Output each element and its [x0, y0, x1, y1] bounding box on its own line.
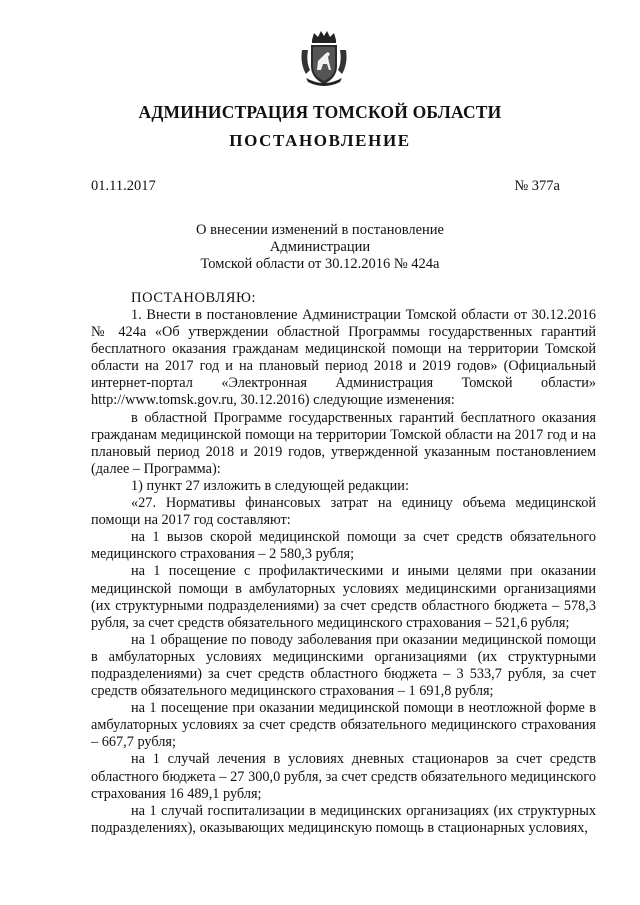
document-date: 01.11.2017 — [91, 178, 156, 194]
body-paragraph: 1) пункт 27 изложить в следующей редакции: — [131, 477, 409, 494]
organization-title: АДМИНИСТРАЦИЯ ТОМСКОЙ ОБЛАСТИ — [138, 102, 502, 122]
body-paragraph: на 1 посещение при оказании медицинской помощи в неотложной форме в амбулаторных условиях за счет средств обязательного медицинского страхования – 667,7 рубля; — [91, 700, 596, 751]
body-paragraph: на 1 вызов скорой медицинской помощи за счет средств обязательного медицинского страхования – 2 580,3 рубля; — [91, 529, 596, 563]
document-body — [91, 307, 596, 837]
document-type-title: ПОСТАНОВЛЕНИЕ — [229, 131, 411, 150]
document-subject — [150, 222, 490, 273]
body-paragraph: 1. Внести в постановление Администрации Томской области от 30.12.2016 № 424а «Об утверждении областной Программы государственных гарантий бесплатного оказания гражданам медицинской помощи на территории Томской области на 2017 год и на плановый период 2018 и 2019 годов» (Официальный интернет-портал «Электронная Администрация Томской области» http://www.tomsk.gov.ru, 30.12.2016) следующие изменения: — [91, 307, 596, 409]
document-number: № 377а — [514, 178, 560, 194]
body-paragraph: на 1 случай госпитализации в медицинских организациях (их структурных подразделениях), оказывающих медицинскую помощь в стационарных условиях, — [91, 802, 596, 836]
decree-word: ПОСТАНОВЛЯЮ: — [131, 290, 257, 306]
body-paragraph: на 1 посещение с профилактическими и иными целями при оказании медицинской помощи в амбулаторных условиях медицинскими организациями (их структурными подразделениями) за счет средств областного бюджета – 578,3 рубля, за счет средств обязательного медицинского страхования – 521,6 рубля; — [91, 563, 596, 631]
subject-line-1: О внесении изменений в постановление Администрации — [196, 222, 444, 255]
body-paragraph: на 1 обращение по поводу заболевания при оказании медицинской помощи в амбулаторных условиях медицинскими организациями (их структурными подразделениями) за счет средств областного бюджета – 3 533,7 рубля, за счет средств обязательного медицинского страхования – 1 691,8 рубля; — [91, 631, 596, 700]
body-paragraph: на 1 случай лечения в условиях дневных стационаров за счет средств областного бюджета – 27 300,0 рубля, за счет средств обязательного медицинского страхования 16 489,1 рубля; — [91, 751, 596, 802]
body-paragraph: «27. Нормативы финансовых затрат на единицу объема медицинской помощи на 2017 год составляют: — [91, 495, 596, 529]
body-paragraph: в областной Программе государственных гарантий бесплатного оказания гражданам медицинской помощи на территории Томской области на 2017 год и на плановый период 2018 и 2019 годов, утвержденной указанным постановлением (далее – Программа): — [91, 409, 596, 477]
coat-of-arms-icon — [300, 30, 348, 88]
subject-line-2: Томской области от 30.12.2016 № 424а — [200, 256, 440, 272]
